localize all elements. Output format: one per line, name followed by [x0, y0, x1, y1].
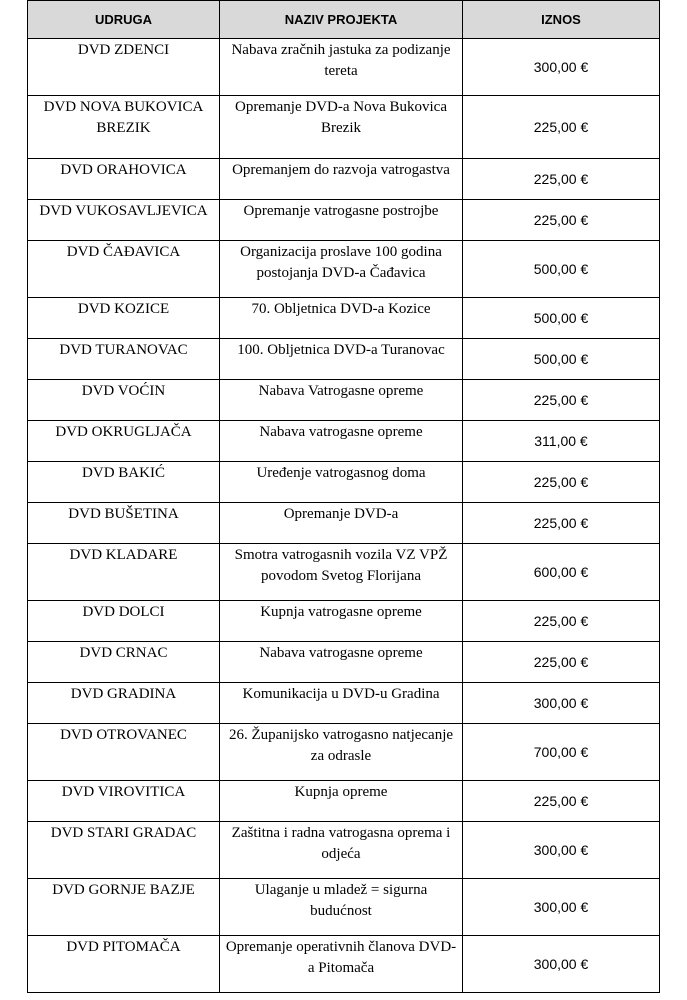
- naziv-projekta-cell: 100. Obljetnica DVD-a Turanovac: [220, 339, 463, 380]
- udruga-cell: DVD NOVA BUKOVICA BREZIK: [28, 96, 220, 159]
- table-row: [28, 339, 660, 380]
- table-row: [28, 380, 660, 421]
- table-row: [28, 822, 660, 879]
- udruga-cell: DVD KLADARE: [28, 544, 220, 601]
- naziv-projekta-cell: Nabava zračnih jastuka za podizanje tereta: [220, 39, 463, 96]
- iznos-cell: 300,00 €: [463, 936, 660, 993]
- naziv-projekta-cell: Organizacija proslave 100 godina postojanja DVD-a Čađavica: [220, 241, 463, 298]
- udruga-cell: DVD TURANOVAC: [28, 339, 220, 380]
- table-row: [28, 936, 660, 993]
- table-row: [28, 879, 660, 936]
- udruga-cell: DVD BAKIĆ: [28, 462, 220, 503]
- naziv-projekta-cell: Kupnja vatrogasne opreme: [220, 601, 463, 642]
- udruga-cell: DVD VIROVITICA: [28, 781, 220, 822]
- iznos-cell: 225,00 €: [463, 642, 660, 683]
- table-row: [28, 503, 660, 544]
- udruga-cell: DVD ČAĐAVICA: [28, 241, 220, 298]
- table-row: [28, 96, 660, 159]
- header-udruga: UDRUGA: [28, 1, 220, 39]
- table-row: [28, 159, 660, 200]
- udruga-cell: DVD OTROVANEC: [28, 724, 220, 781]
- iznos-cell: 300,00 €: [463, 822, 660, 879]
- iznos-cell: 300,00 €: [463, 879, 660, 936]
- udruga-cell: DVD PITOMAČA: [28, 936, 220, 993]
- naziv-projekta-cell: Opremanje DVD-a: [220, 503, 463, 544]
- naziv-projekta-cell: Ulaganje u mladež = sigurna budućnost: [220, 879, 463, 936]
- iznos-cell: 311,00 €: [463, 421, 660, 462]
- iznos-cell: 300,00 €: [463, 683, 660, 724]
- table-row: [28, 601, 660, 642]
- udruga-cell: DVD GORNJE BAZJE: [28, 879, 220, 936]
- table-row: [28, 462, 660, 503]
- udruga-cell: DVD VUKOSAVLJEVICA: [28, 200, 220, 241]
- table-row: [28, 544, 660, 601]
- udruga-cell: DVD BUŠETINA: [28, 503, 220, 544]
- grants-table: [27, 0, 660, 993]
- naziv-projekta-cell: Nabava vatrogasne opreme: [220, 421, 463, 462]
- header-naziv-projekta: NAZIV PROJEKTA: [220, 1, 463, 39]
- iznos-cell: 225,00 €: [463, 601, 660, 642]
- iznos-cell: 225,00 €: [463, 462, 660, 503]
- naziv-projekta-cell: Opremanjem do razvoja vatrogastva: [220, 159, 463, 200]
- naziv-projekta-cell: Opremanje DVD-a Nova Bukovica Brezik: [220, 96, 463, 159]
- iznos-cell: 225,00 €: [463, 380, 660, 421]
- iznos-cell: 225,00 €: [463, 96, 660, 159]
- table-row: [28, 39, 660, 96]
- iznos-cell: 300,00 €: [463, 39, 660, 96]
- table-row: [28, 683, 660, 724]
- table-row: [28, 781, 660, 822]
- iznos-cell: 225,00 €: [463, 200, 660, 241]
- iznos-cell: 225,00 €: [463, 503, 660, 544]
- table-row: [28, 200, 660, 241]
- iznos-cell: 225,00 €: [463, 159, 660, 200]
- udruga-cell: DVD ORAHOVICA: [28, 159, 220, 200]
- header-iznos: IZNOS: [463, 1, 660, 39]
- udruga-cell: DVD GRADINA: [28, 683, 220, 724]
- naziv-projekta-cell: Zaštitna i radna vatrogasna oprema i odjeća: [220, 822, 463, 879]
- naziv-projekta-cell: Nabava vatrogasne opreme: [220, 642, 463, 683]
- iznos-cell: 225,00 €: [463, 781, 660, 822]
- naziv-projekta-cell: Nabava Vatrogasne opreme: [220, 380, 463, 421]
- table-row: [28, 298, 660, 339]
- naziv-projekta-cell: Opremanje operativnih članova DVD-a Pitomača: [220, 936, 463, 993]
- iznos-cell: 500,00 €: [463, 339, 660, 380]
- naziv-projekta-cell: Opremanje vatrogasne postrojbe: [220, 200, 463, 241]
- iznos-cell: 500,00 €: [463, 241, 660, 298]
- iznos-cell: 600,00 €: [463, 544, 660, 601]
- naziv-projekta-cell: Kupnja opreme: [220, 781, 463, 822]
- iznos-cell: 700,00 €: [463, 724, 660, 781]
- udruga-cell: DVD OKRUGLJAČA: [28, 421, 220, 462]
- udruga-cell: DVD STARI GRADAC: [28, 822, 220, 879]
- udruga-cell: DVD DOLCI: [28, 601, 220, 642]
- table-row: [28, 241, 660, 298]
- iznos-cell: 500,00 €: [463, 298, 660, 339]
- header-row: [28, 1, 660, 39]
- naziv-projekta-cell: Komunikacija u DVD-u Gradina: [220, 683, 463, 724]
- naziv-projekta-cell: 26. Županijsko vatrogasno natjecanje za odrasle: [220, 724, 463, 781]
- udruga-cell: DVD ZDENCI: [28, 39, 220, 96]
- naziv-projekta-cell: Uređenje vatrogasnog doma: [220, 462, 463, 503]
- naziv-projekta-cell: 70. Obljetnica DVD-a Kozice: [220, 298, 463, 339]
- udruga-cell: DVD VOĆIN: [28, 380, 220, 421]
- udruga-cell: DVD KOZICE: [28, 298, 220, 339]
- table-row: [28, 642, 660, 683]
- naziv-projekta-cell: Smotra vatrogasnih vozila VZ VPŽ povodom Svetog Florijana: [220, 544, 463, 601]
- table-row: [28, 724, 660, 781]
- table-row: [28, 421, 660, 462]
- udruga-cell: DVD CRNAC: [28, 642, 220, 683]
